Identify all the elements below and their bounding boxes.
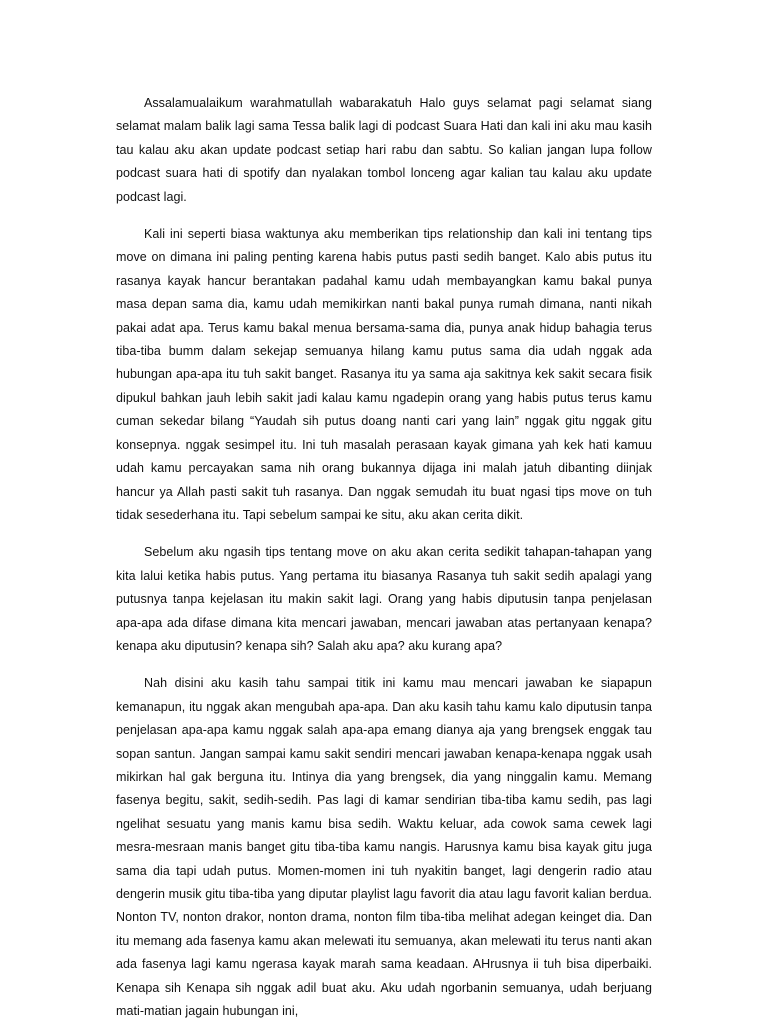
paragraph-1: Assalamualaikum warahmatullah wabarakatuh Halo guys selamat pagi selamat siang selamat malam balik lagi sama Tessa balik lagi di podcast Suara Hati dan kali ini aku mau kasih tau kalau aku akan update podcast setiap hari rabu dan sabtu. So kalian jangan lupa follow podcast suara hati di spotify dan nyalakan tombol lonceng agar kalian tau kalau aku update podcast lagi.	[116, 96, 652, 204]
paragraph-4: Nah disini aku kasih tahu sampai titik ini kamu mau mencari jawaban ke siapapun kemanapun, itu nggak akan mengubah apa-apa. Dan aku kasih tahu kamu kalo diputusin tanpa penjelasan apa-apa kamu nggak salah apa-apa emang dianya aja yang brengsek enggak tau sopan santun. Jangan sampai kamu sakit sendiri mencari jawaban kenapa-kenapa nggak usah mikirkan hal gak berguna itu. Intinya dia yang brengsek, dia yang ninggalin kamu. Memang fasenya begitu, sakit, sedih-sedih. Pas lagi di kamar sendirian tiba-tiba kamu sedih, pas lagi ngelihat sesuatu yang manis kamu bisa sedih. Waktu keluar, ada cowok sama cewek lagi mesra-mesraan manis banget gitu tiba-tiba kamu nangis. Harusnya kamu bisa kayak gitu juga sama dia tapi udah putus. Momen-momen ini tuh nyakitin banget, lagi dengerin radio atau dengerin musik gitu tiba-tiba yang diputar playlist lagu favorit dia atau lagu favorit kalian berdua. Nonton TV, nonton drakor, nonton drama, nonton film tiba-tiba melihat adegan keinget dia. Dan itu memang ada fasenya kamu akan melewati itu semuanya, akan melewati itu terus nanti akan ada fasenya lagi kamu ngerasa kayak marah sama keadaan. AHrusnya ii tuh bisa diperbaiki. Kenapa sih Kenapa sih nggak adil buat aku. Aku udah ngorbanin semuanya, udah berjuang mati-matian jagain hubungan ini,	[116, 676, 652, 1019]
paragraph-3: Sebelum aku ngasih tips tentang move on aku akan cerita sedikit tahapan-tahapan yang kita lalui ketika habis putus. Yang pertama itu biasanya Rasanya tuh sakit sedih apalagi yang putusnya tanpa kejelasan itu makin sakit lagi. Orang yang habis diputusin tanpa penjelasan apa-apa ada difase dimana kita mencari jawaban, mencari jawaban atas pertanyaan kenapa? kenapa aku diputusin? kenapa sih? Salah aku apa? aku kurang apa?	[116, 545, 652, 653]
paragraph-2: Kali ini seperti biasa waktunya aku memberikan tips relationship dan kali ini tentang tips move on dimana ini paling penting karena habis putus pasti sedih banget. Kalo abis putus itu rasanya kayak hancur berantakan padahal kamu udah membayangkan kamu bakal punya masa depan sama dia, kamu udah memikirkan nanti bakal punya rumah dimana, nanti nikah pakai adat apa. Terus kamu bakal menua bersama-sama dia, punya anak hidup bahagia terus tiba-tiba bumm dalam sekejap semuanya hilang kamu putus sama dia udah nggak ada hubungan apa-apa itu tuh sakit banget. Rasanya itu ya sama aja sakitnya kek sakit secara fisik dipukul bahkan jauh lebih sakit jadi kalau kamu ngadepin orang yang habis putus terus kamu cuman sekedar bilang “Yaudah sih putus doang nanti cari yang lain” nggak gitu nggak gitu konsepnya. nggak sesimpel itu. Ini tuh masalah perasaan kayak gimana yah kek hati kamuu udah kamu percayakan sama nih orang bukannya dijaga ini malah jatuh dibanting diinjak hancur ya Allah pasti sakit tuh rasanya. Dan nggak semudah itu buat ngasi tips move on tuh tidak sesederhana itu. Tapi sebelum sampai ke situ, aku akan cerita dikit.	[116, 227, 652, 522]
